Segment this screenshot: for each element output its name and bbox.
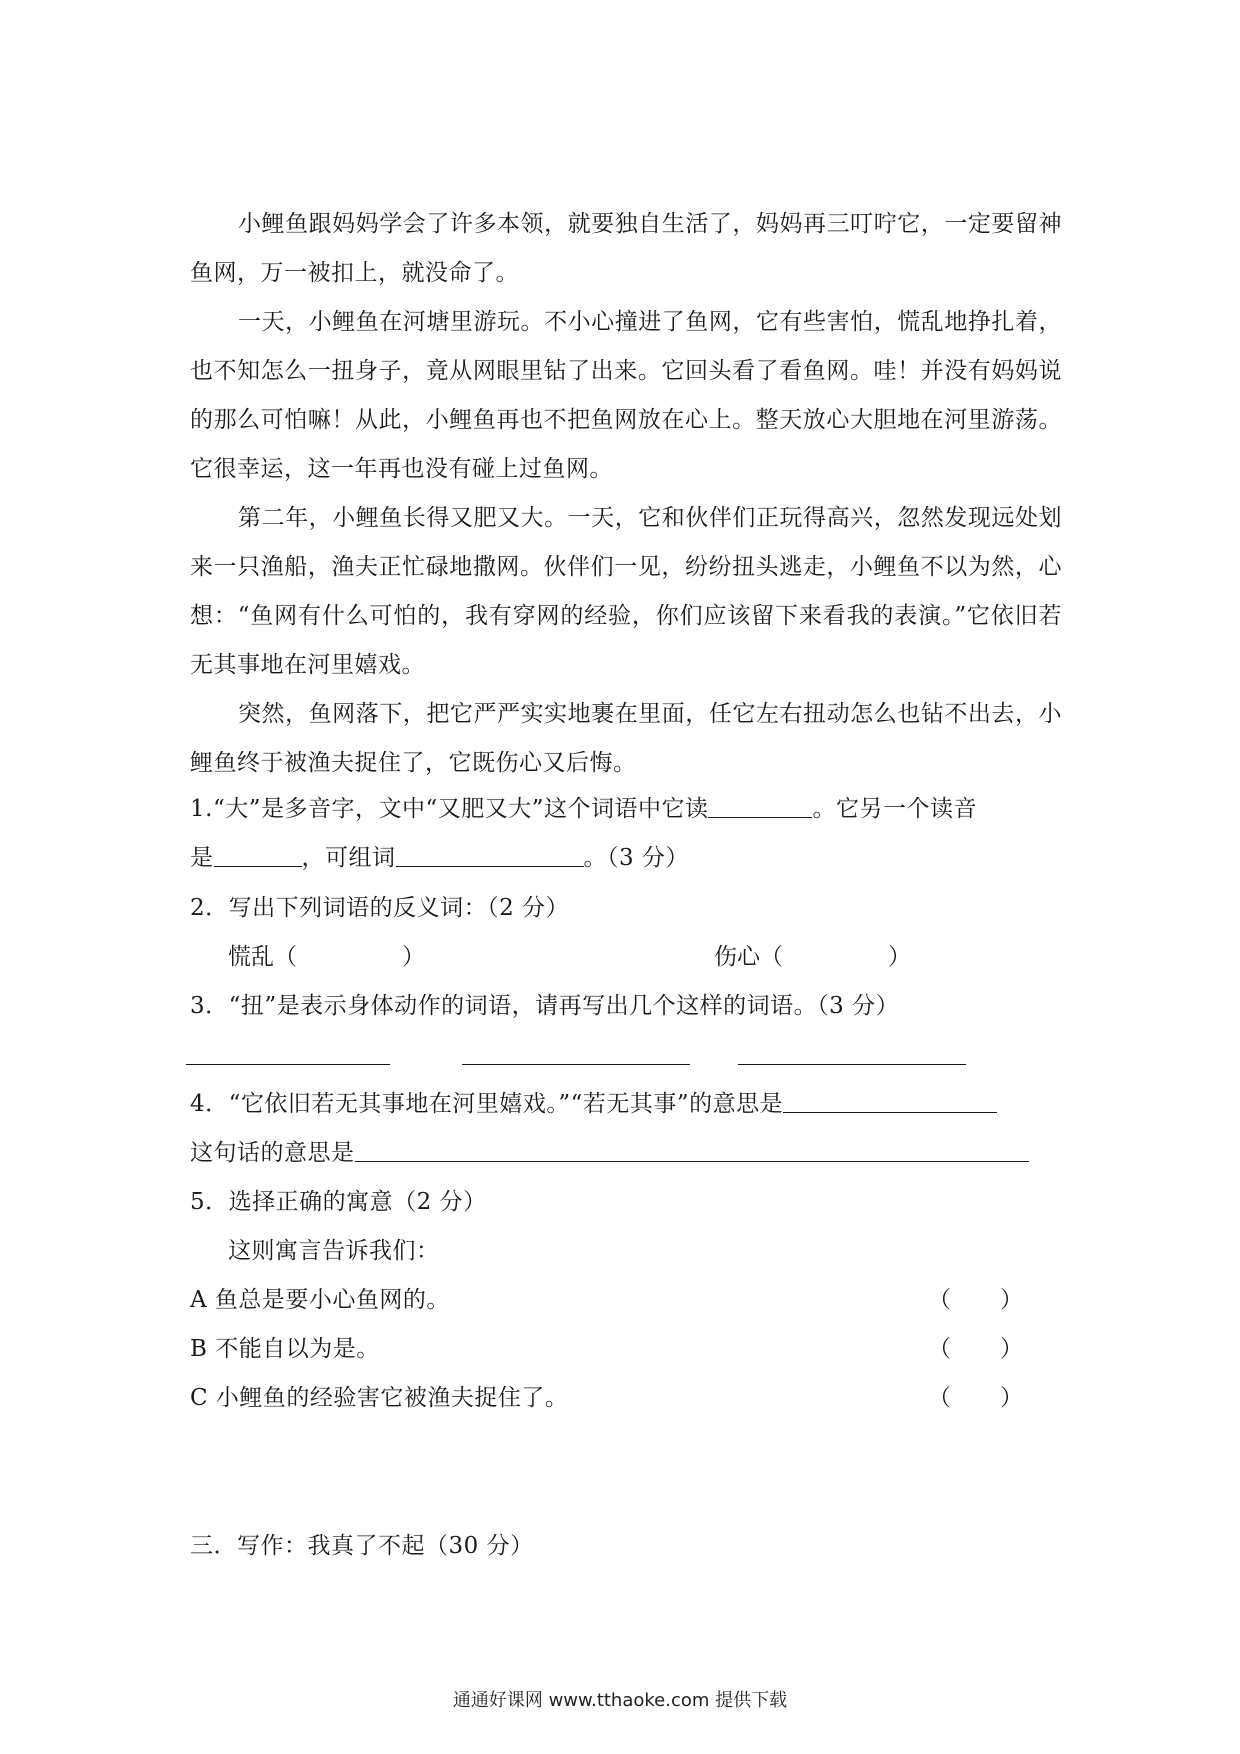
- question-3-prompt: 3．“扭”是表示身体动作的词语，请再写出几个这样的词语。（3 分）: [190, 993, 900, 1019]
- option-b-open-paren[interactable]: （: [928, 1336, 951, 1362]
- question-1-text-b: 。它另一个读音: [812, 796, 977, 822]
- answer-blank-action-1[interactable]: [186, 1063, 390, 1065]
- passage-paragraph-3: 第二年，小鲤鱼长得又肥又大。一天，它和伙伴们正玩得高兴，忽然发现远处划来一只渔船，渔夫正忙碌地撒网。伙伴们一见，纷纷扭头逃走，小鲤鱼不以为然，心想：“鱼网有什么可怕的，我有穿网的经验，你们应该留下来看我的表演。”它依旧若无其事地在河里嬉戏。: [190, 505, 1062, 678]
- passage-paragraph-1: 小鲤鱼跟妈妈学会了许多本领，就要独自生活了，妈妈再三叮咛它，一定要留神鱼网，万一被扣上，就没命了。: [190, 211, 1062, 286]
- question-1-line-1: [190, 794, 977, 824]
- option-a-close-paren: ）: [1000, 1287, 1023, 1313]
- question-5-prompt: 5．选择正确的寓意（2 分）: [190, 1189, 487, 1215]
- passage-paragraph-4: 突然，鱼网落下，把它严严实实地裹在里面，任它左右扭动怎么也钻不出去，小鲤鱼终于被渔夫捉住了，它既伤心又后悔。: [190, 701, 1062, 776]
- question-1-text-a: 1.“大”是多音字，文中“又肥又大”这个词语中它读: [190, 796, 709, 822]
- question-4-line-1: [190, 1089, 997, 1119]
- antonym-close-1: ）: [402, 944, 425, 970]
- option-b-text: B 不能自以为是。: [190, 1336, 380, 1362]
- question-2-prompt: 2．写出下列词语的反义词：（2 分）: [190, 895, 570, 921]
- page-footer: 通通好课网 www.tthaoke.com 提供下载: [452, 1690, 788, 1711]
- answer-blank-word[interactable]: [396, 844, 584, 867]
- question-1-text-d: ，可组词: [301, 845, 396, 871]
- antonym-close-2: ）: [888, 944, 911, 970]
- option-c-text: C 小鲤鱼的经验害它被渔夫捉住了。: [190, 1385, 569, 1411]
- antonym-word-2: 伤心（: [714, 944, 783, 970]
- question-4-text-b: 这句话的意思是: [190, 1140, 355, 1166]
- answer-blank-action-2[interactable]: [462, 1063, 690, 1065]
- section-3-title: 三．写作：我真了不起（30 分）: [190, 1533, 534, 1559]
- antonym-word-1: 慌乱（: [228, 944, 297, 970]
- option-b-close-paren: ）: [1000, 1336, 1023, 1362]
- question-4-text-a: 4．“它依旧若无其事地在河里嬉戏。”“若无其事”的意思是: [190, 1091, 784, 1117]
- passage-paragraph-2: 一天，小鲤鱼在河塘里游玩。不小心撞进了鱼网，它有些害怕，慌乱地挣扎着，也不知怎么一扭身子，竟从网眼里钻了出来。它回头看了看鱼网。哇！并没有妈妈说的那么可怕嘛！从此，小鲤鱼再也不把鱼网放在心上。整天放心大胆地在河里游荡。它很幸运，这一年再也没有碰上过鱼网。: [190, 309, 1062, 482]
- question-1-text-c: 是: [190, 845, 214, 871]
- option-c-close-paren: ）: [1000, 1385, 1023, 1411]
- answer-blank-sentence-meaning[interactable]: [355, 1139, 1029, 1162]
- answer-blank-meaning[interactable]: [783, 1090, 997, 1113]
- answer-blank-reading[interactable]: [708, 795, 812, 818]
- answer-blank-other-reading[interactable]: [214, 844, 302, 867]
- question-4-line-2: [190, 1138, 1029, 1168]
- option-c-open-paren[interactable]: （: [928, 1385, 951, 1411]
- option-a-text: A 鱼总是要小心鱼网的。: [190, 1287, 450, 1313]
- question-1-text-e: 。（3 分）: [583, 845, 689, 871]
- question-5-intro: 这则寓言告诉我们：: [228, 1238, 440, 1264]
- question-1-line-2: [190, 843, 689, 873]
- answer-blank-action-3[interactable]: [738, 1063, 966, 1065]
- option-a-open-paren[interactable]: （: [928, 1287, 951, 1313]
